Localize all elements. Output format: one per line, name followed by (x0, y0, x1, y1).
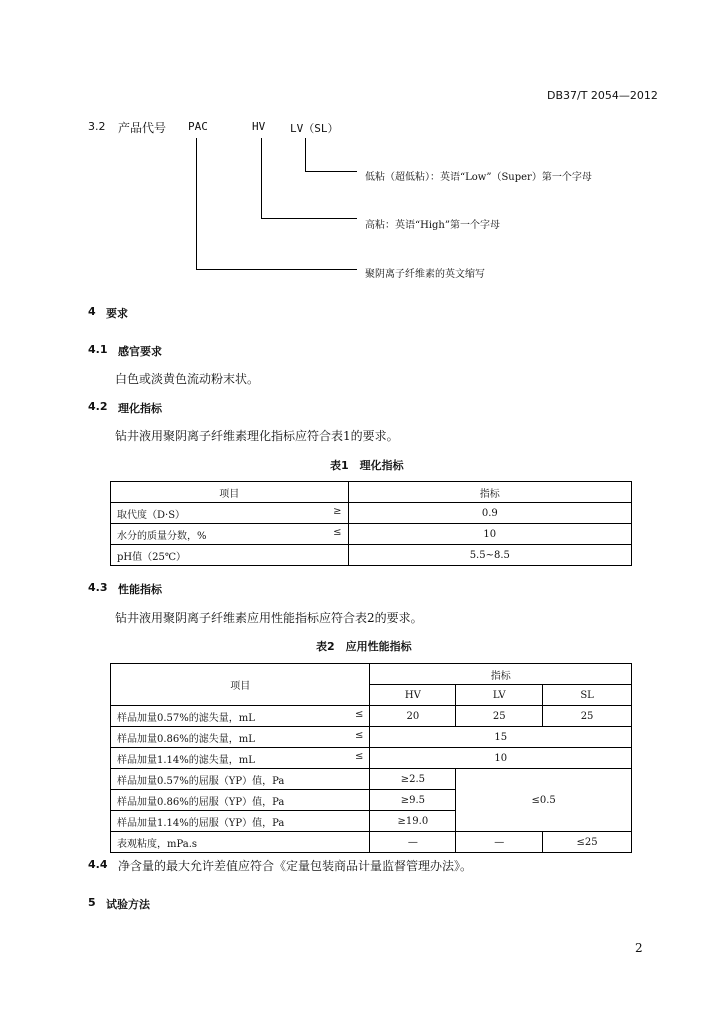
table2-subheader-sl: SL (543, 685, 632, 706)
table2-item: 样品加量1.14%的滤失量，mL (117, 754, 255, 766)
table2-header-item: 项目 (111, 664, 370, 706)
table2-hv-value: ≥2.5 (370, 769, 456, 790)
table2-sl-value: ≤25 (543, 832, 632, 853)
table2-merged-value: 15 (370, 727, 632, 748)
table-row (111, 524, 632, 545)
table1-value: 5.5~8.5 (348, 545, 631, 566)
section-4-title: 要求 (106, 307, 128, 320)
table2 (110, 663, 632, 853)
table2-op: ≤ (355, 708, 364, 720)
table2-hv-value: ≥19.0 (370, 811, 456, 832)
section-4-4-number: 4.4 (88, 858, 108, 871)
section-4-1-number: 4.1 (88, 343, 108, 356)
bracket-line-hv-vertical (261, 138, 262, 219)
section-4-3-text: 钻井液用聚阴离子纤维素应用性能指标应符合表2的要求。 (115, 611, 423, 625)
table1-item: 水分的质量分数，% (117, 530, 207, 542)
section-4-2-number: 4.2 (88, 400, 108, 413)
code-pac: PAC (188, 120, 208, 133)
table1-value: 0.9 (348, 503, 631, 524)
section-5-title: 试验方法 (106, 898, 150, 911)
section-4-number: 4 (88, 305, 96, 318)
table1-header-index: 指标 (348, 482, 631, 503)
table1-header-item: 项目 (111, 482, 349, 503)
table2-item: 样品加量0.86%的滤失量，mL (117, 733, 255, 745)
table-row (111, 832, 632, 853)
code-note-high: 高粘：英语“High”第一个字母 (365, 220, 500, 231)
table2-caption: 表2 应用性能指标 (316, 640, 412, 653)
table2-subheader-hv: HV (370, 685, 456, 706)
table2-item: 样品加量0.57%的屈服（YP）值，Pa (117, 775, 285, 787)
bracket-line-lv-horizontal (305, 171, 357, 172)
table2-op: ≤ (355, 750, 364, 762)
table2-yp-merged-value: ≤0.5 (456, 769, 632, 832)
section-4-3-number: 4.3 (88, 581, 108, 594)
table1-caption: 表1 理化指标 (330, 459, 404, 472)
table2-hv-value: ≥9.5 (370, 790, 456, 811)
table2-item: 样品加量1.14%的屈服（YP）值，Pa (117, 817, 285, 829)
table2-header-row (111, 664, 632, 685)
table-row (111, 727, 632, 748)
section-4-1-text: 白色或淡黄色流动粉末状。 (115, 372, 260, 386)
table2-op: ≤ (355, 729, 364, 741)
table1 (110, 481, 632, 566)
bracket-line-lv-vertical (305, 138, 306, 172)
table-row (111, 748, 632, 769)
bracket-line-hv-horizontal (261, 218, 357, 219)
code-note-low: 低粘（超低粘）：英语“Low”（Super）第一个字母 (365, 172, 592, 183)
table2-item: 表观粘度，mPa.s (117, 838, 198, 850)
section-4-2-text: 钻井液用聚阴离子纤维素理化指标应符合表1的要求。 (115, 429, 399, 443)
section-3-2-title: 产品代号 (118, 121, 167, 135)
table2-lv-value: — (456, 832, 543, 853)
bracket-line-pac-vertical (196, 138, 197, 270)
bracket-line-pac-horizontal (196, 269, 357, 270)
table-row (111, 503, 632, 524)
code-hv: HV (252, 120, 266, 133)
section-4-4-text: 净含量的最大允许差值应符合《定量包装商品计量监督管理办法》。 (118, 859, 473, 873)
table2-lv-value: 25 (456, 706, 543, 727)
table-row (111, 706, 632, 727)
table2-item: 样品加量0.57%的滤失量，mL (117, 712, 255, 724)
code-lv-sl: LV（SL） (290, 122, 339, 135)
table-row (111, 769, 632, 790)
table2-hv-value: 20 (370, 706, 456, 727)
section-4-1-title: 感官要求 (118, 345, 162, 358)
table1-op: ≤ (333, 526, 342, 538)
table1-item: 取代度（D·S） (117, 509, 186, 521)
table-row (111, 545, 632, 566)
table2-header-index: 指标 (370, 664, 632, 685)
table1-value: 10 (348, 524, 631, 545)
table2-subheader-lv: LV (456, 685, 543, 706)
standard-code: DB37/T 2054—2012 (547, 89, 658, 102)
table2-item: 样品加量0.86%的屈服（YP）值，Pa (117, 796, 285, 808)
table1-op: ≥ (333, 505, 342, 517)
table1-header-row (111, 482, 632, 503)
page-number: 2 (635, 941, 643, 955)
section-3-2-number: 3.2 (88, 120, 106, 133)
section-4-3-title: 性能指标 (118, 583, 162, 596)
table1-item: pH值（25℃） (117, 551, 187, 563)
table2-sl-value: 25 (543, 706, 632, 727)
code-note-pac: 聚阴离子纤维素的英文缩写 (365, 269, 485, 280)
section-4-2-title: 理化指标 (118, 402, 162, 415)
table2-hv-value: — (370, 832, 456, 853)
section-5-number: 5 (88, 896, 96, 909)
table2-merged-value: 10 (370, 748, 632, 769)
